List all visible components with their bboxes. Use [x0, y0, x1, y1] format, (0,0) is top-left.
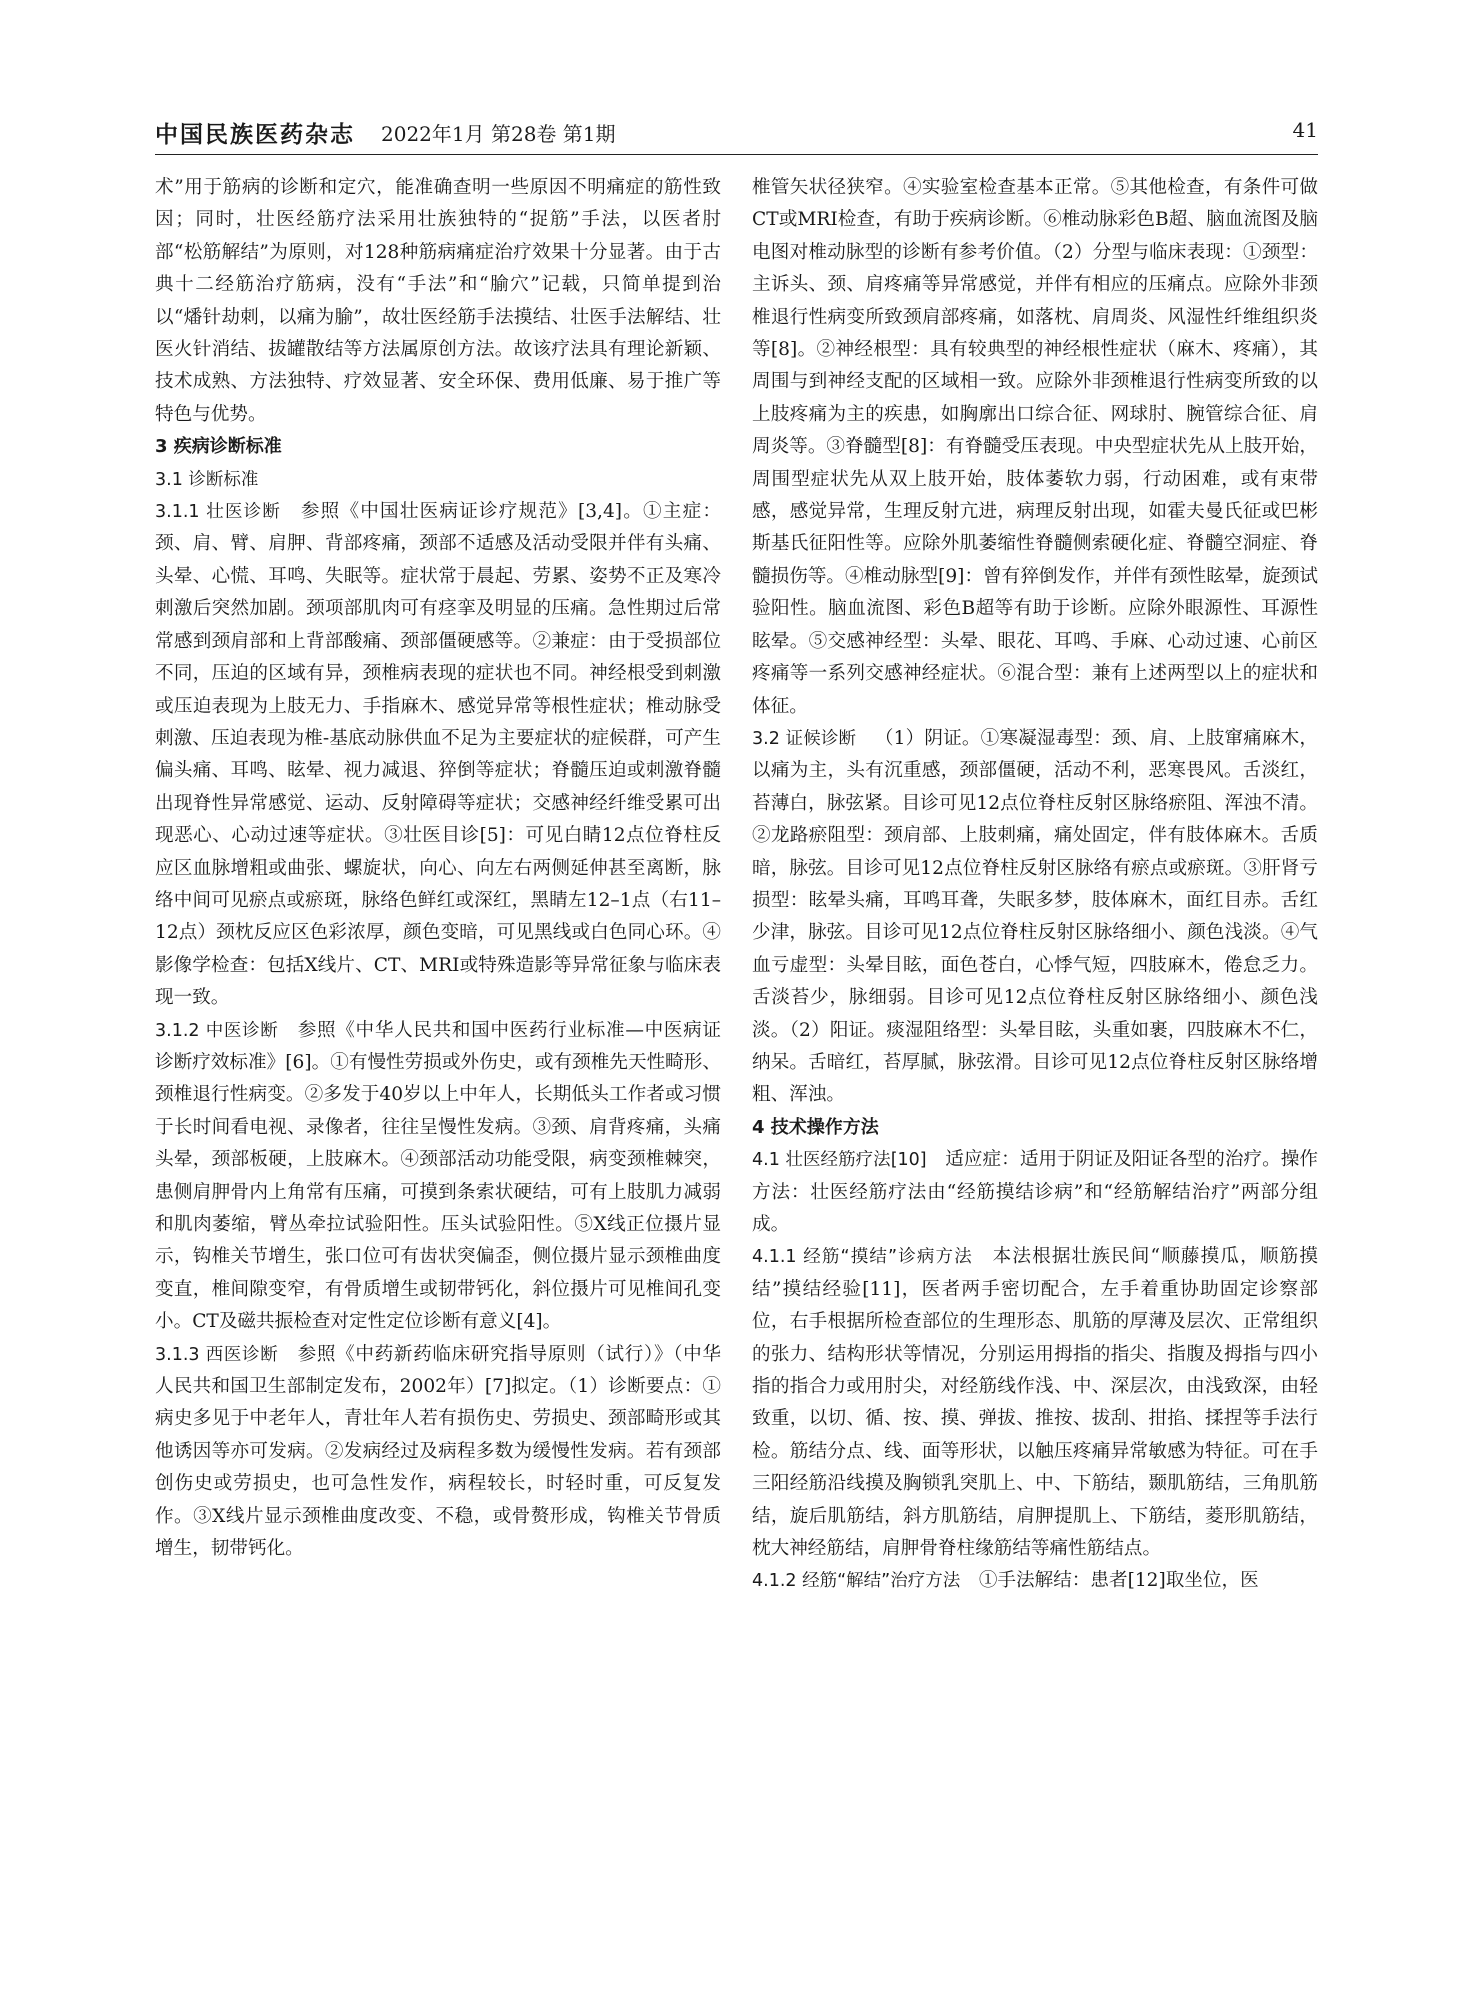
subsection-heading: 3.1 诊断标准 — [155, 469, 259, 490]
left-column — [155, 172, 721, 1565]
paragraph: 4.1 壮医经筋疗法[10] 适应症：适用于阴证及阳证各型的治疗。操作方法：壮医经筋疗法由“经筋摸结诊病”和“经筋解结治疗”两部分组成。 — [752, 1149, 1318, 1235]
paragraph: 3.1.1 壮医诊断 参照《中国壮医病证诊疗规范》[3,4]。①主症：颈、肩、臂、肩胛、背部疼痛，颈部不适感及活动受限并伴有头痛、头晕、心慌、耳鸣、失眠等。症状常于晨起、劳累、姿势不正及寒冷刺激后突然加剧。颈项部肌肉可有痉挛及明显的压痛。急性期过后常常感到颈肩部和上背部酸痛、颈部僵硬感等。②兼症：由于受损部位不同，压迫的区域有异，颈椎病表现的症状也不同。神经根受到刺激或压迫表现为上肢无力、手指麻木、感觉异常等根性症状；椎动脉受刺激、压迫表现为椎-基底动脉供血不足为主要症状的症候群，可产生偏头痛、耳鸣、眩晕、视力减退、猝倒等症状；脊髓压迫或刺激脊髓出现脊性异常感觉、运动、反射障碍等症状；交感神经纤维受累可出现恶心、心动过速等症状。③壮医目诊[5]：可见白睛12点位脊柱反应区血脉增粗或曲张、螺旋状，向心、向左右两侧延伸甚至离断，脉络中间可见瘀点或瘀斑，脉络色鲜红或深红，黑睛左12–1点（右11–12点）颈枕反应区色彩浓厚，颜色变暗，可见黑线或白色同心环。④影像学检查：包括X线片、CT、MRI或特殊造影等异常征象与临床表现一致。 — [155, 501, 721, 1009]
paragraph: 术”用于筋病的诊断和定穴，能准确查明一些原因不明痛症的筋性致因；同时，壮医经筋疗法采用壮族独特的“捉筋”手法，以医者肘部“松筋解结”为原则，对128种筋病痛症治疗效果十分显著。由于古典十二经筋治疗筋病，没有“手法”和“腧穴”记载，只简单提到治以“燔针劫刺，以痛为腧”，故壮医经筋手法摸结、壮医手法解结、壮医火针消结、拔罐散结等方法属原创方法。故该疗法具有理论新颖、技术成熟、方法独特、疗效显著、安全环保、费用低廉、易于推广等特色与优势。 — [155, 177, 721, 425]
subsection-heading: 4.1 壮医经筋疗法[10] — [752, 1150, 927, 1171]
paragraph: 3.2 证候诊断 （1）阴证。①寒凝湿毒型：颈、肩、上肢窜痛麻木，以痛为主，头有沉重感，颈部僵硬，活动不利，恶寒畏风。舌淡红，苔薄白，脉弦紧。目诊可见12点位脊柱反射区脉络瘀阻、浑浊不清。②龙路瘀阻型：颈肩部、上肢刺痛，痛处固定，伴有肢体麻木。舌质暗，脉弦。目诊可见12点位脊柱反射区脉络有瘀点或瘀斑。③肝肾亏损型：眩晕头痛，耳鸣耳聋，失眠多梦，肢体麻木，面红目赤。舌红少津，脉弦。目诊可见12点位脊柱反射区脉络细小、颜色浅淡。④气血亏虚型：头晕目眩，面色苍白，心悸气短，四肢麻木，倦怠乏力。舌淡苔少，脉细弱。目诊可见12点位脊柱反射区脉络细小、颜色浅淡。（2）阳证。痰湿阻络型：头晕目眩，头重如裹，四肢麻木不仁，纳呆。舌暗红，苔厚腻，脉弦滑。目诊可见12点位脊柱反射区脉络增粗、浑浊。 — [752, 727, 1318, 1106]
running-header — [155, 112, 1318, 155]
paragraph: 4.1.2 经筋“解结”治疗方法 ①手法解结：患者[12]取坐位，医 — [752, 1570, 1259, 1592]
paragraph: 3.1.2 中医诊断 参照《中华人民共和国中医药行业标准—中医病证诊断疗效标准》[6]。①有慢性劳损或外伤史，或有颈椎先天性畸形、颈椎退行性病变。②多发于40岁以上中年人，长期低头工作者或习惯于长时间看电视、录像者，往往呈慢性发病。③颈、肩背疼痛，头痛头晕，颈部板硬，上肢麻木。④颈部活动功能受限，病变颈椎棘突，患侧肩胛骨内上角常有压痛，可摸到条索状硬结，可有上肢肌力减弱和肌肉萎缩，臂丛牵拉试验阳性。压头试验阳性。⑤X线正位摄片显示，钩椎关节增生，张口位可有齿状突偏歪，侧位摄片显示颈椎曲度变直，椎间隙变窄，有骨质增生或韧带钙化，斜位摄片可见椎间孔变小。CT及磁共振检查对定性定位诊断有意义[4]。 — [155, 1019, 721, 1333]
right-column — [752, 172, 1318, 1598]
page-number: 41 — [1292, 118, 1318, 142]
subsubsection-heading: 3.1.3 西医诊断 — [155, 1344, 279, 1365]
journal-title: 中国民族医药杂志 — [155, 121, 355, 148]
paragraph: 3.1.3 西医诊断 参照《中药新药临床研究指导原则（试行）》（中华人民共和国卫生部制定发布，2002年）[7]拟定。（1）诊断要点：①病史多见于中老年人，青壮年人若有损伤史、劳损史、颈部畸形或其他诱因等亦可发病。②发病经过及病程多数为缓慢性发病。若有颈部创伤史或劳损史，也可急性发作，病程较长，时轻时重，可反复发作。③X线片显示颈椎曲度改变、不稳，或骨赘形成，钩椎关节骨质增生，韧带钙化。 — [155, 1343, 722, 1560]
subsubsection-heading: 3.1.1 壮医诊断 — [155, 502, 282, 523]
paragraph: 4.1.1 经筋“摸结”诊病方法 本法根据壮族民间“顺藤摸瓜，顺筋摸结”摸结经验[11]，医者两手密切配合，左手着重协助固定诊察部位，右手根据所检查部位的生理形态、肌筋的厚薄及层次、正常组织的张力、结构形状等情况，分别运用拇指的指尖、指腹及拇指与四小指的指合力或用肘尖，对经筋线作浅、中、深层次，由浅致深，由轻致重，以切、循、按、摸、弹拔、推按、拔刮、拑掐、揉捏等手法行检。筋结分点、线、面等形状，以触压疼痛异常敏感为特征。可在手三阳经筋沿线摸及胸锁乳突肌上、中、下筋结，颞肌筋结，三角肌筋结，旋后肌筋结，斜方肌筋结，肩胛提肌上、下筋结，菱形肌筋结，枕大神经筋结，肩胛骨脊柱缘筋结等痛性筋结点。 — [752, 1246, 1318, 1560]
section-heading: 3 疾病诊断标准 — [155, 436, 282, 458]
section-heading: 4 技术操作方法 — [752, 1116, 879, 1138]
subsubsection-heading: 3.1.2 中医诊断 — [155, 1020, 279, 1041]
subsubsection-heading: 4.1.1 经筋“摸结”诊病方法 — [752, 1247, 973, 1268]
paragraph: 椎管矢状径狭窄。④实验室检查基本正常。⑤其他检查，有条件可做CT或MRI检查，有助于疾病诊断。⑥椎动脉彩色B超、脑血流图及脑电图对椎动脉型的诊断有参考价值。（2）分型与临床表现：①颈型：主诉头、颈、肩疼痛等异常感觉，并伴有相应的压痛点。应除外非颈椎退行性病变所致颈肩部疼痛，如落枕、肩周炎、风湿性纤维组织炎等[8]。②神经根型：具有较典型的神经根性症状（麻木、疼痛），其周围与到神经支配的区域相一致。应除外非颈椎退行性病变所致的以上肢疼痛为主的疾患，如胸廓出口综合征、网球肘、腕管综合征、肩周炎等。③脊髓型[8]：有脊髓受压表现。中央型症状先从上肢开始，周围型症状先从双上肢开始，肢体萎软力弱，行动困难，或有束带感，感觉异常，生理反射亢进，病理反射出现，如霍夫曼氏征或巴彬斯基氏征阳性等。应除外肌萎缩性脊髓侧索硬化症、脊髓空洞症、脊髓损伤等。④椎动脉型[9]：曾有猝倒发作，并伴有颈性眩晕，旋颈试验阳性。脑血流图、彩色B超等有助于诊断。应除外眼源性、耳源性眩晕。⑤交感神经型：头晕、眼花、耳鸣、手麻、心动过速、心前区疼痛等一系列交感神经症状。⑥混合型：兼有上述两型以上的症状和体征。 — [752, 177, 1318, 717]
subsection-heading: 3.2 证候诊断 — [752, 728, 857, 749]
issue-info: 2022年1月 第28卷 第1期 — [381, 122, 616, 146]
subsubsection-heading: 4.1.2 经筋“解结”治疗方法 — [752, 1571, 961, 1592]
